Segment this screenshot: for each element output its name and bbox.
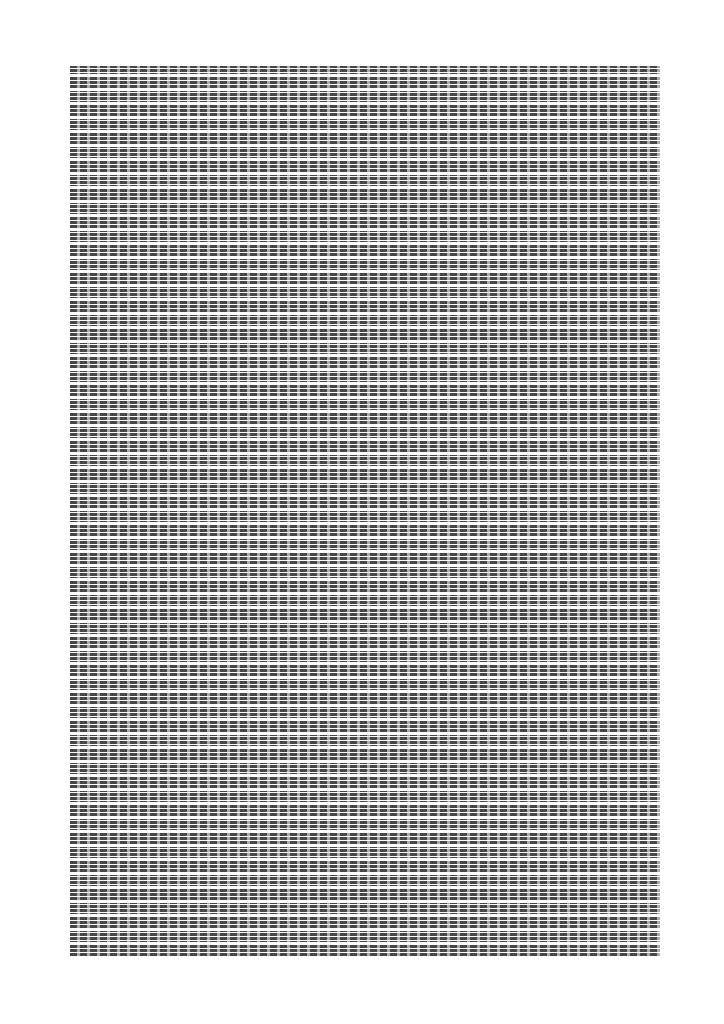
garbled-text-block [70, 66, 660, 956]
